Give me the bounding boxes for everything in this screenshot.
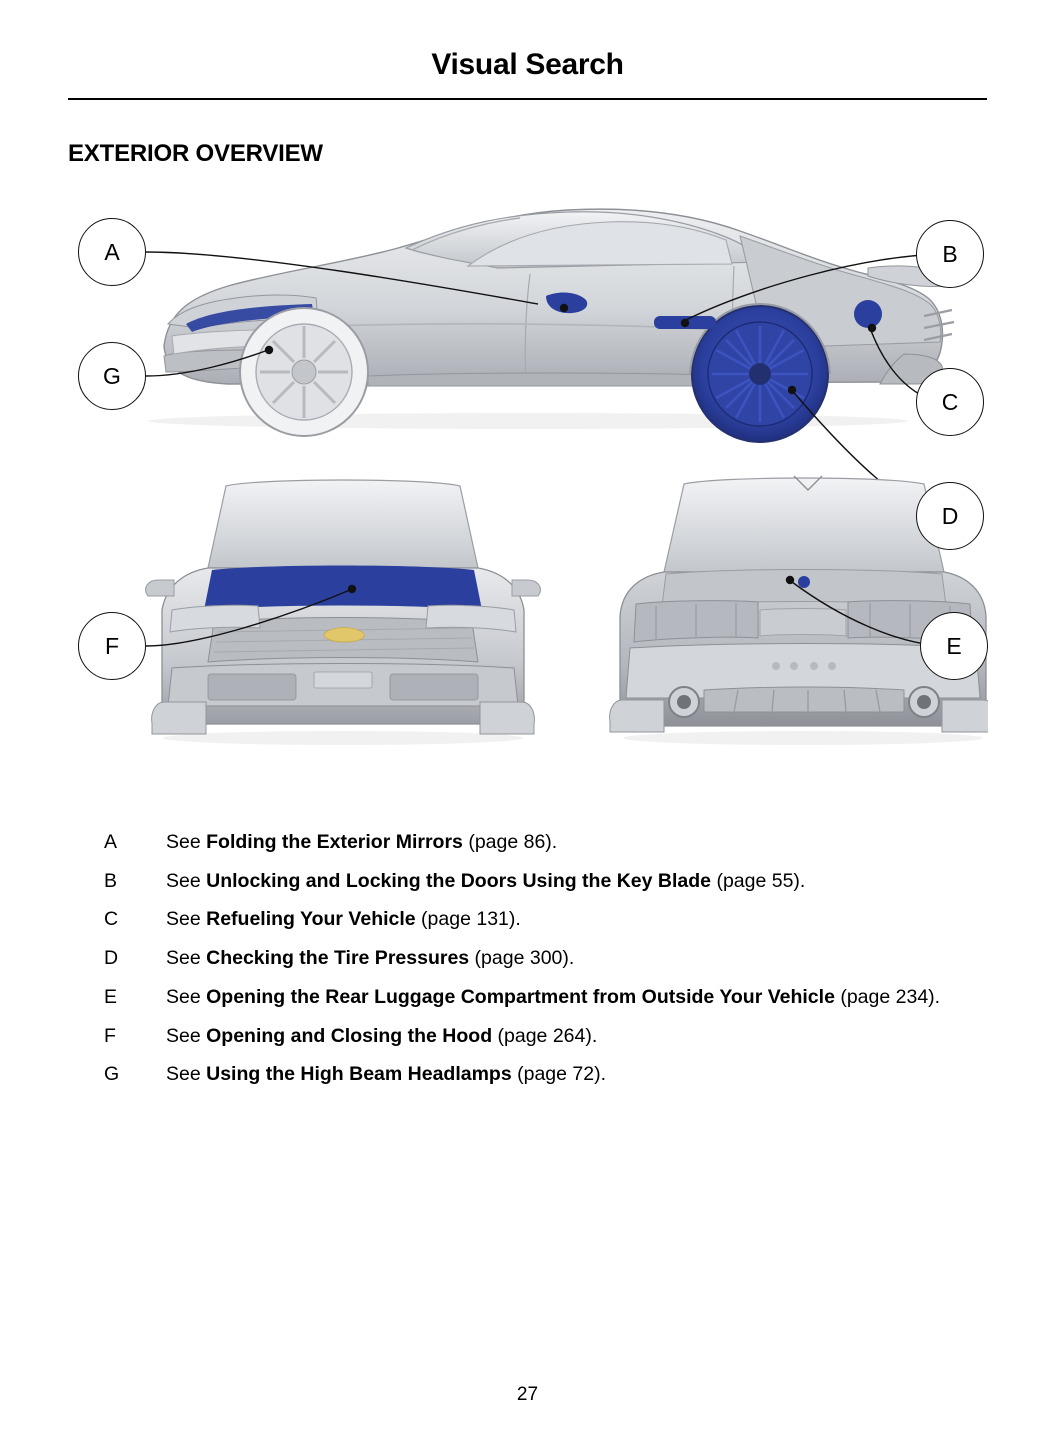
page-title: Visual Search <box>431 48 624 81</box>
header-divider <box>68 98 987 100</box>
section-heading: EXTERIOR OVERVIEW <box>68 140 323 167</box>
legend-item-e <box>104 985 984 1011</box>
legend-description <box>166 869 984 895</box>
legend-prefix: See <box>166 1063 207 1086</box>
legend-prefix: See <box>166 869 207 892</box>
callout-b: B <box>916 220 984 288</box>
legend-item-b <box>104 869 984 895</box>
legend-topic: Refueling Your Vehicle <box>206 908 416 931</box>
legend-suffix: (page 131). <box>415 908 521 931</box>
legend-description <box>166 1024 984 1050</box>
legend-description <box>166 1062 984 1088</box>
legend-description <box>166 907 984 933</box>
legend-suffix: (page 264). <box>492 1024 598 1047</box>
legend-topic: Folding the Exterior Mirrors <box>206 831 463 853</box>
callout-g: G <box>78 342 146 410</box>
side-view-car <box>148 209 954 442</box>
legend-prefix: See <box>166 985 207 1008</box>
legend-description <box>166 946 984 972</box>
front-view-car <box>146 480 541 745</box>
legend-suffix: (page 55). <box>711 869 806 892</box>
vehicle-diagram <box>68 176 988 776</box>
legend-letter: C <box>104 908 119 931</box>
legend-item-a <box>104 830 984 856</box>
legend-letter: F <box>104 1024 116 1047</box>
legend-item-f <box>104 1024 984 1050</box>
legend-item-g <box>104 1062 984 1088</box>
legend-description <box>166 985 984 1011</box>
legend-letter: D <box>104 947 119 970</box>
callout-e: E <box>920 612 988 680</box>
callout-a: A <box>78 218 146 286</box>
callout-d: D <box>916 482 984 550</box>
legend-suffix: (page 86). <box>462 831 558 853</box>
legend-suffix: (page 72). <box>511 1063 607 1086</box>
page-number: 27 <box>516 1384 539 1405</box>
exterior-overview-illustration <box>68 176 988 776</box>
legend-prefix: See <box>166 1024 207 1047</box>
legend-topic: Unlocking and Locking the Doors Using the Key Blade <box>206 869 712 892</box>
legend-item-c <box>104 907 984 933</box>
legend-topic: Opening and Closing the Hood <box>206 1024 493 1047</box>
legend-list <box>104 830 984 1088</box>
callout-f: F <box>78 612 146 680</box>
legend-topic: Opening the Rear Luggage Compartment from Outside Your Vehicle <box>206 985 835 1008</box>
legend-suffix: (page 234). <box>834 985 941 1008</box>
legend-prefix: See <box>166 831 207 853</box>
legend-letter: A <box>104 831 118 853</box>
legend-prefix: See <box>166 947 207 970</box>
callout-c: C <box>916 368 984 436</box>
legend-letter: G <box>104 1063 120 1086</box>
legend-item-d <box>104 946 984 972</box>
legend-suffix: (page 300). <box>469 947 575 970</box>
legend-topic: Checking the Tire Pressures <box>206 947 470 970</box>
legend-topic: Using the High Beam Headlamps <box>206 1063 512 1086</box>
legend-prefix: See <box>166 908 207 931</box>
legend-letter: B <box>104 869 118 892</box>
legend-description <box>166 830 984 856</box>
legend-letter: E <box>104 985 118 1008</box>
